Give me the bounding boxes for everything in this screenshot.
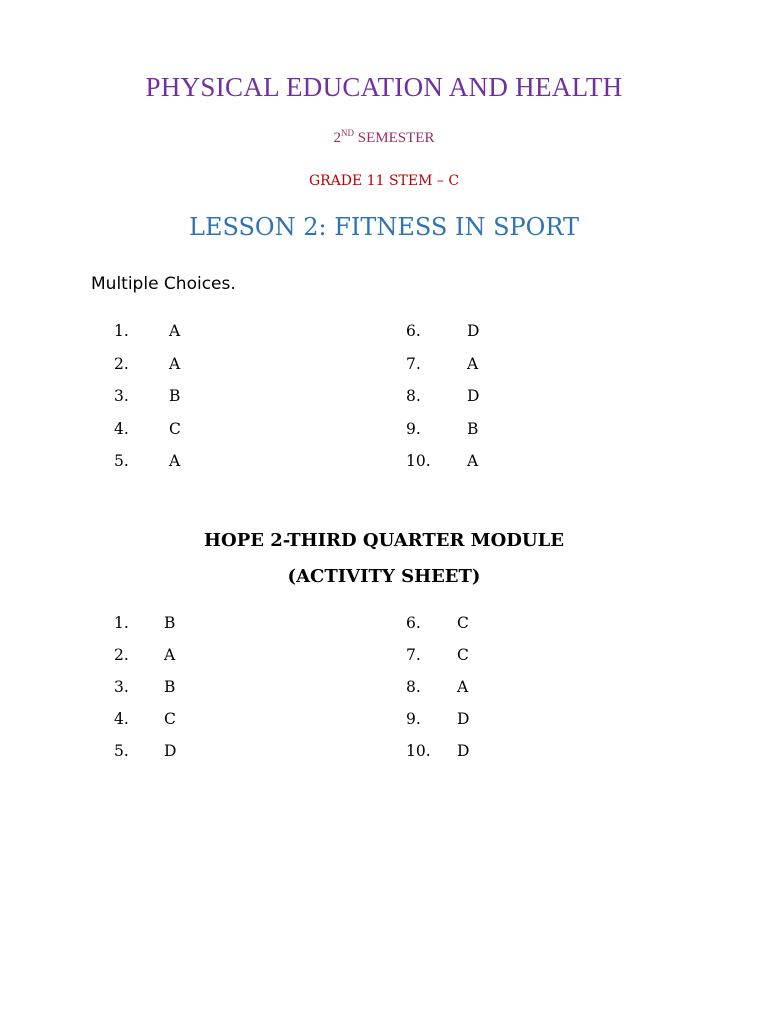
answer-number: 1. xyxy=(114,614,129,632)
semester-ordinal-suffix: ND xyxy=(341,128,355,138)
answer-letter: C xyxy=(457,614,469,632)
answer-number: 1. xyxy=(114,322,129,340)
answer-number: 4. xyxy=(114,419,129,438)
answer-letter: B xyxy=(164,614,176,632)
answer-number: 7. xyxy=(406,646,421,664)
answer-number: 2. xyxy=(114,354,129,373)
semester-text: SEMESTER xyxy=(357,130,435,146)
semester-label xyxy=(0,130,768,147)
answer-letter: A xyxy=(169,452,181,470)
answer-letter: D xyxy=(164,742,177,760)
answer-letter: B xyxy=(169,387,181,405)
answer-number: 9. xyxy=(406,419,421,438)
answer-letter: D xyxy=(467,322,480,340)
answer-letter: D xyxy=(457,742,470,760)
answer-letter: C xyxy=(457,646,469,664)
answer-number: 7. xyxy=(406,354,421,373)
answer-letter: B xyxy=(467,419,479,438)
answer-letter: A xyxy=(164,646,176,664)
answer-letter: A xyxy=(467,354,479,373)
answer-letter: D xyxy=(457,710,470,728)
answer-letter: A xyxy=(467,452,479,470)
answer-number: 4. xyxy=(114,710,129,728)
activity-sheet-heading: (ACTIVITY SHEET) xyxy=(287,566,481,587)
lesson-title: LESSON 2: FITNESS IN SPORT xyxy=(189,213,579,241)
answer-number: 10. xyxy=(406,452,431,470)
multiple-choice-heading: Multiple Choices. xyxy=(91,274,236,294)
answer-number: 3. xyxy=(114,387,129,405)
answer-letter: D xyxy=(467,387,480,405)
answer-number: 5. xyxy=(114,452,129,470)
answer-number: 5. xyxy=(114,742,129,760)
answer-letter: A xyxy=(457,678,469,696)
answer-number: 6. xyxy=(406,322,421,340)
answer-letter: B xyxy=(164,678,176,696)
answer-number: 8. xyxy=(406,387,421,405)
answer-letter: A xyxy=(169,354,181,373)
answer-letter: C xyxy=(164,710,176,728)
answer-number: 9. xyxy=(406,710,421,728)
answer-number: 10. xyxy=(406,742,431,760)
semester-ordinal: 2 xyxy=(333,130,342,146)
answer-number: 6. xyxy=(406,614,421,632)
answer-letter: A xyxy=(169,322,181,340)
answer-number: 8. xyxy=(406,678,421,696)
document-title: PHYSICAL EDUCATION AND HEALTH xyxy=(145,72,623,102)
grade-section: GRADE 11 STEM – C xyxy=(308,173,460,189)
answer-number: 2. xyxy=(114,646,129,664)
answer-letter: C xyxy=(169,419,181,438)
answer-number: 3. xyxy=(114,678,129,696)
module-heading: HOPE 2-THIRD QUARTER MODULE xyxy=(204,530,564,551)
